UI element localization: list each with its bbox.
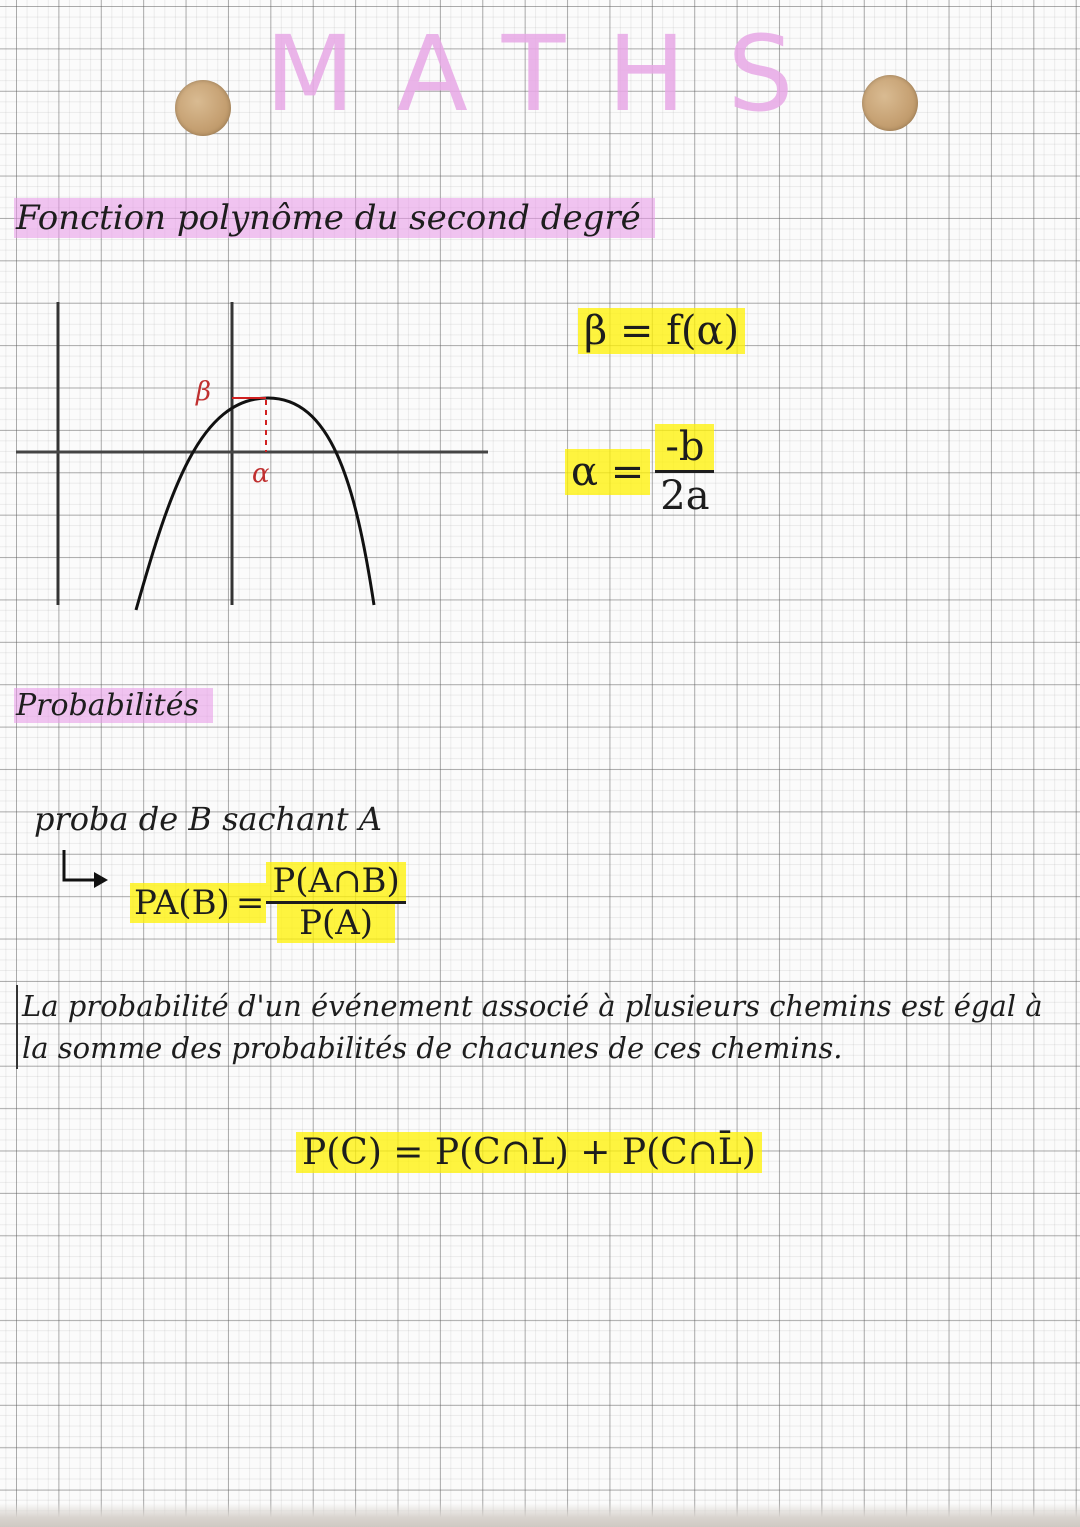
section-heading-polynome bbox=[14, 198, 655, 238]
alpha-denominator: 2a bbox=[660, 473, 710, 519]
cond-numerator: P(A∩B) bbox=[266, 862, 405, 904]
alpha-fraction bbox=[654, 424, 715, 519]
cond-lhs: PA(B) bbox=[130, 883, 234, 923]
parabola-graph bbox=[0, 280, 520, 620]
beta-formula bbox=[578, 308, 745, 354]
alpha-formula-lhs: α = bbox=[565, 449, 650, 495]
graph-alpha-label: α bbox=[252, 459, 270, 489]
total-formula-text: P(C) = P(C∩L) + P(C∩L̄) bbox=[296, 1132, 762, 1173]
binder-hole-left bbox=[175, 80, 231, 136]
alpha-numerator: -b bbox=[655, 424, 714, 473]
page-title: MATHS bbox=[265, 13, 836, 135]
alpha-formula bbox=[565, 424, 716, 519]
cond-fraction bbox=[266, 862, 405, 943]
heading-text: Fonction polynôme du second degré bbox=[14, 198, 655, 238]
binder-hole-right bbox=[862, 75, 918, 131]
cond-eq: = bbox=[235, 882, 265, 923]
total-proba-formula bbox=[296, 1132, 762, 1173]
beta-formula-text: β = f(α) bbox=[578, 308, 745, 354]
section-heading-proba bbox=[14, 688, 213, 723]
arrow-right-icon bbox=[56, 846, 116, 906]
graph-beta-label: β bbox=[196, 377, 212, 407]
cond-denominator: P(A) bbox=[277, 904, 395, 943]
heading-text: Probabilités bbox=[14, 688, 213, 723]
conditional-proba-caption: proba de B sachant A bbox=[34, 800, 382, 838]
total-proba-paragraph: La probabilité d'un événement associé à plusieurs chemins est égal à la somme des probabilités de chacunes de ces chemins. bbox=[16, 985, 1062, 1069]
parabola-curve bbox=[136, 398, 374, 610]
conditional-proba-formula bbox=[130, 862, 406, 943]
